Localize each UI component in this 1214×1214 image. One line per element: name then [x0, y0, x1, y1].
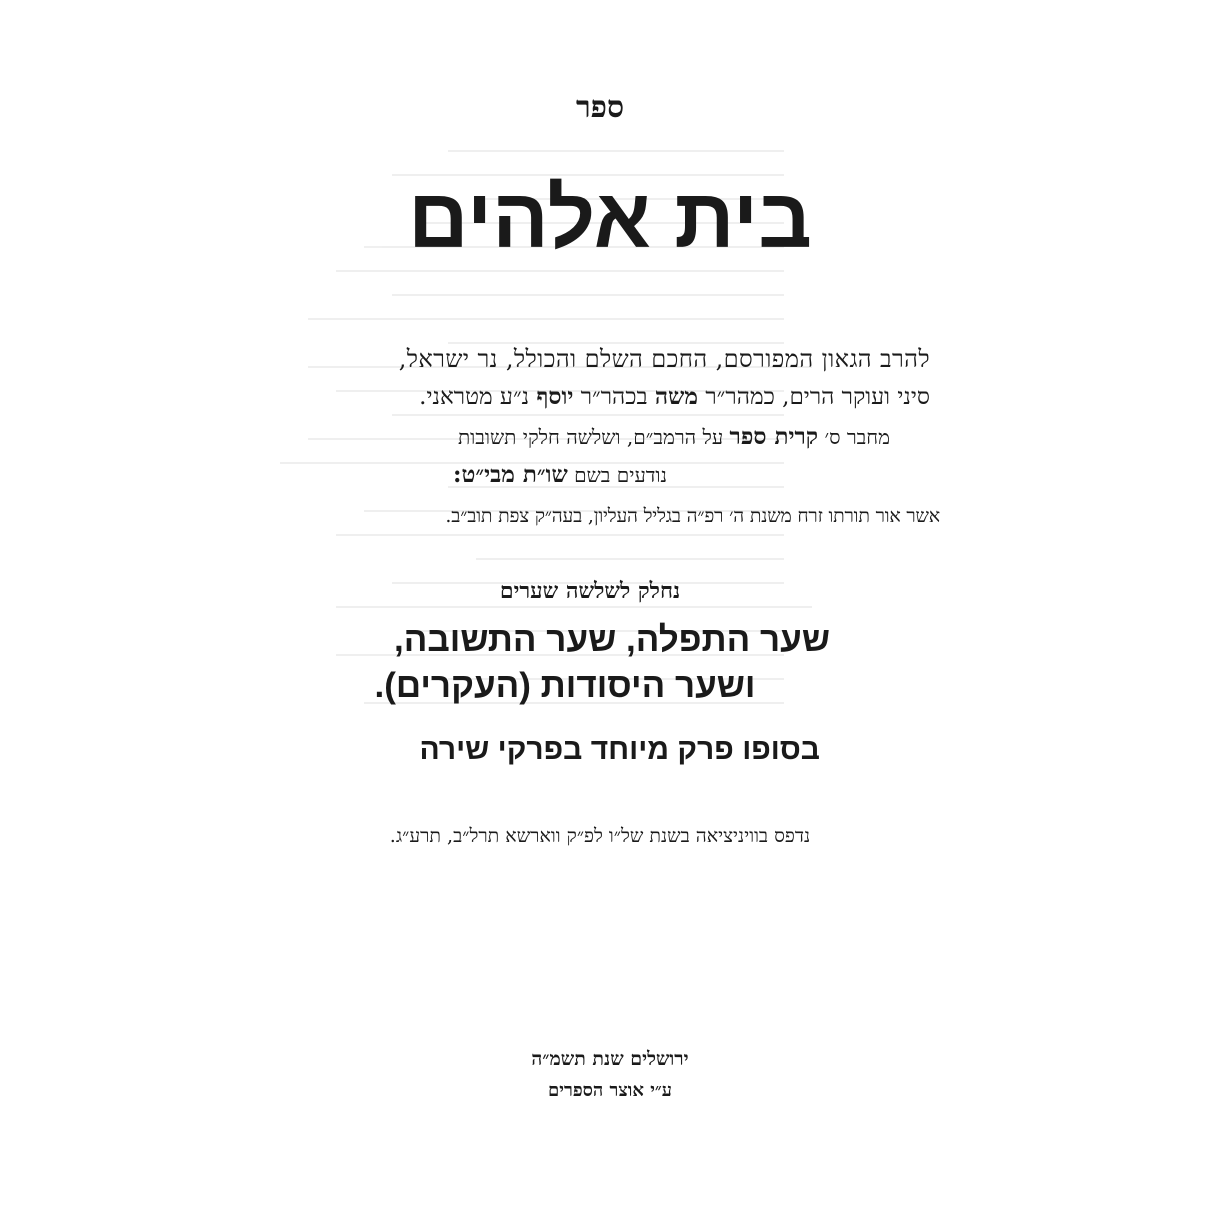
author-line-3-a: מחבר ס׳	[818, 425, 890, 449]
printing-history: נדפס בוויניציאה בשנת של״ו לפ״ק ווארשא תרל״ב, תרע״ג.	[389, 825, 811, 847]
sefer-label: ספר	[575, 90, 625, 125]
author-line-3-c: על הרמב״ם, ושלשה חלקי תשובות	[457, 425, 730, 449]
gates-line-1: שער התפלה, שער התשובה,	[393, 620, 830, 659]
gates-line-2: ושער היסודות (העקרים).	[374, 666, 756, 705]
shut-mabit-title: שו״ת מבי״ט:	[452, 461, 568, 488]
author-line-2-a: סיני ועוקר הרים, כמהר״ר	[698, 384, 930, 410]
author-line-2-e: נ״ע מטראני.	[419, 384, 537, 410]
author-line-3	[290, 423, 890, 450]
divided-into-three-gates: נחלק לשלשה שערים	[499, 578, 681, 604]
author-line-1: להרב הגאון המפורסם, החכם השלם והכולל, נר ישראל,	[398, 345, 930, 373]
author-line-2	[290, 383, 930, 410]
author-line-5: אשר אור תורתו זרח משנת ה׳ רפ״ה בגליל העליון, בעה״ק צפת תוב״ב.	[445, 505, 940, 527]
publisher: ע״י אוצר הספרים	[548, 1080, 672, 1101]
book-title: בית אלהים	[408, 171, 812, 265]
perek-shira-line: בסופו פרק מיוחד בפרקי שירה	[419, 733, 820, 766]
kiryat-sefer-title: קרית ספר	[729, 423, 819, 450]
author-line-2-c: בכהר״ר	[573, 384, 655, 410]
author-father-name: יוסף	[536, 383, 574, 410]
author-line-4-a: נודעים בשם	[567, 463, 668, 487]
place-and-year: ירושלים שנת תשמ״ה	[531, 1048, 689, 1070]
author-line-4	[300, 461, 820, 488]
author-first-name: משה	[654, 383, 699, 410]
